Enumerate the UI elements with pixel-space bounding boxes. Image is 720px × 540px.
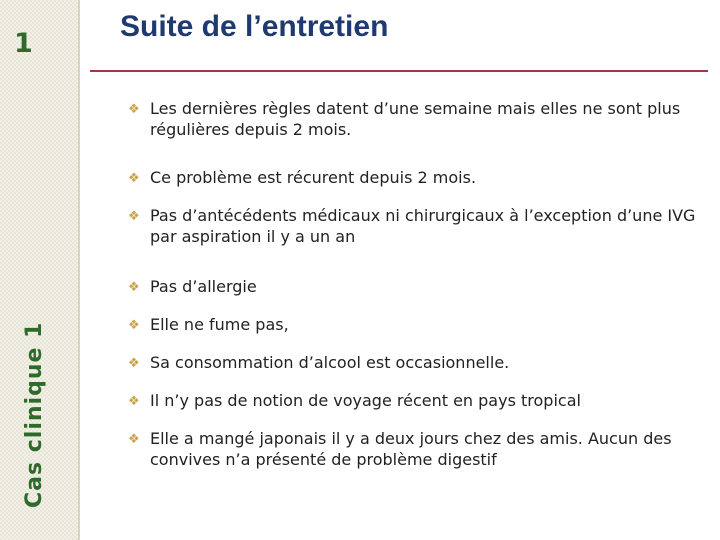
bullet-text: Il n’y pas de notion de voyage récent en pays tropical	[150, 391, 581, 410]
diamond-bullet-icon: ❖	[128, 209, 140, 224]
diamond-bullet-icon: ❖	[128, 356, 140, 371]
bullet-item	[128, 98, 708, 140]
sidebar-title: Cas clinique 1	[22, 321, 47, 508]
bullet-text: Pas d’antécédents médicaux ni chirurgicaux à l’exception d’une IVG par aspiration il y a un an	[150, 206, 696, 246]
slide-title: Suite de l’entretien	[120, 10, 389, 43]
bullet-list	[128, 98, 708, 470]
bullet-text: Pas d’allergie	[150, 277, 257, 296]
diamond-bullet-icon: ❖	[128, 171, 140, 186]
bullet-item	[128, 390, 708, 411]
sidebar-divider	[78, 0, 80, 540]
bullet-text: Elle a mangé japonais il y a deux jours chez des amis. Aucun des convives n’a présenté de problème digestif	[150, 429, 672, 469]
bullet-item	[128, 428, 708, 470]
diamond-bullet-icon: ❖	[128, 432, 140, 447]
diamond-bullet-icon: ❖	[128, 280, 140, 295]
diamond-bullet-icon: ❖	[128, 102, 140, 117]
bullet-text: Elle ne fume pas,	[150, 315, 289, 334]
diamond-bullet-icon: ❖	[128, 318, 140, 333]
bullet-text: Sa consommation d’alcool est occasionnelle.	[150, 353, 510, 372]
diamond-bullet-icon: ❖	[128, 394, 140, 409]
bullet-item	[128, 276, 708, 297]
bullet-item	[128, 352, 708, 373]
title-underline	[90, 70, 708, 72]
slide-number: 1	[14, 28, 33, 59]
bullet-item	[128, 205, 708, 247]
bullet-text: Ce problème est récurent depuis 2 mois.	[150, 168, 477, 187]
bullet-item	[128, 167, 708, 188]
bullet-text: Les dernières règles datent d’une semaine mais elles ne sont plus régulières depuis 2 mois.	[150, 99, 681, 139]
bullet-item	[128, 314, 708, 335]
